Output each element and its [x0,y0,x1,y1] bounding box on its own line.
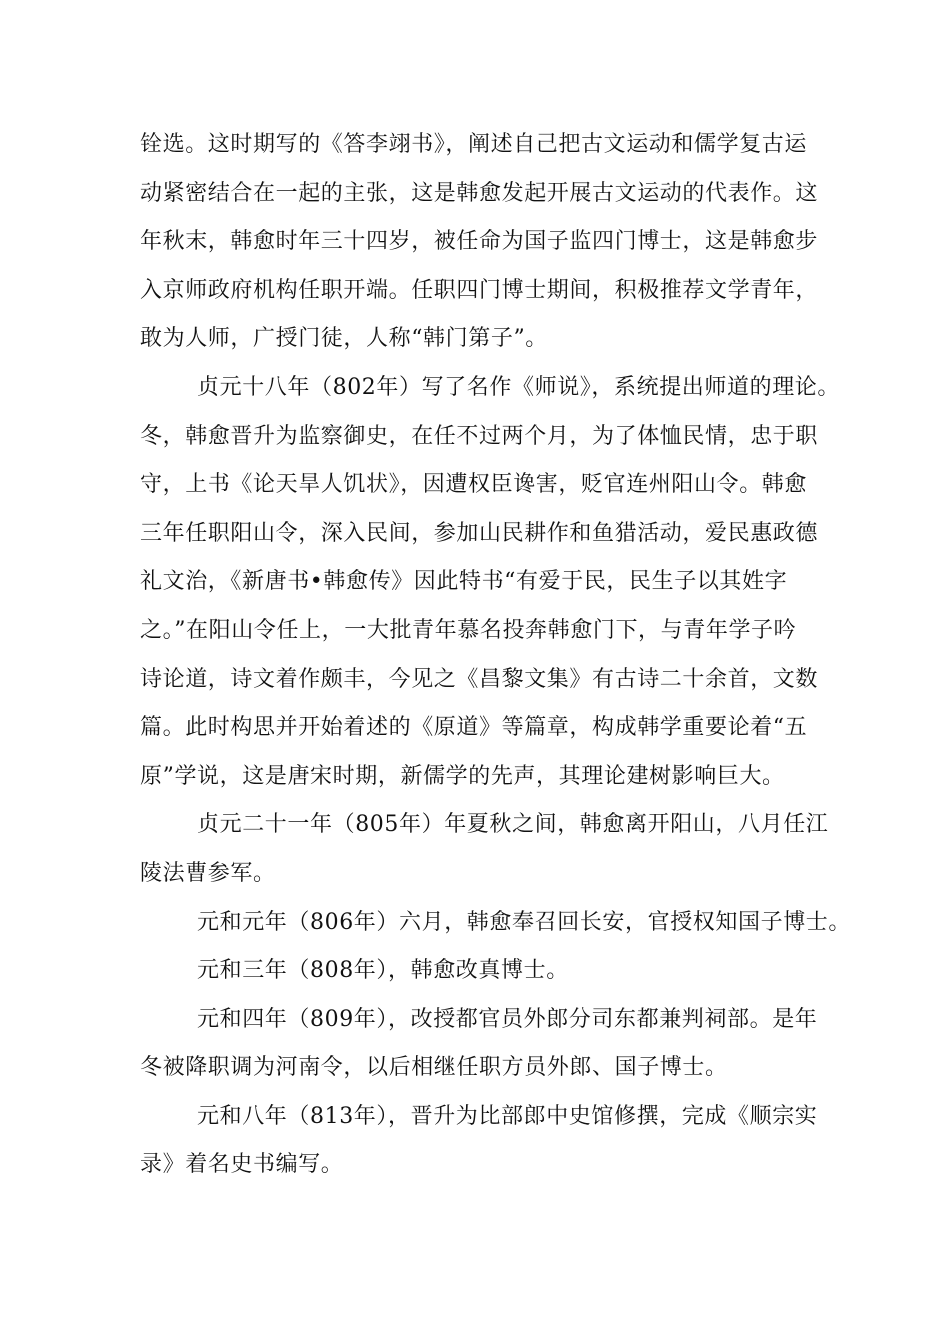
text-line: 三年任职阳山令，深入民间，参加山民耕作和鱼猎活动，爱民惠政德 [140,520,819,546]
paragraph-8 [140,1093,830,1190]
text-line: 动紧密结合在一起的主张，这是韩愈发起开展古文运动的代表作。这 [140,180,819,206]
paragraph-4 [140,899,851,948]
text-line: 录》着名史书编写。 [140,1152,344,1178]
text-line: 贞元十八年（802年）写了名作《师说》，系统提出师道的理论。 [197,374,840,400]
text-line: 铨选。这时期写的《答李翊书》，阐述自己把古文运动和儒学复古运 [140,132,808,157]
text-line: 年秋末，韩愈时年三十四岁，被任命为国子监四门博士，这是韩愈步 [140,229,819,255]
paragraph-6 [140,996,830,1045]
text-line: 之。”在阳山令任上，一大批青年慕名投奔韩愈门下，与青年学子吟 [140,617,797,643]
document-body [140,121,851,1190]
text-line: 陵法曹参军。 [140,860,276,886]
text-line: 冬被降职调为河南令，以后相继任职方员外郎、国子博士。 [140,1055,728,1081]
text-line: 冬，韩愈晋升为监察御史，在任不过两个月，为了体恤民情，忠于职 [140,423,819,449]
text-line: 原”学说，这是唐宋时期，新儒学的先声，其理论建树影响巨大。 [140,763,785,789]
text-line: 元和八年（813年），晋升为比部郎中史馆修撰，完成《顺宗实 [197,1103,818,1129]
text-line: 敢为人师，广授门徒，人称“韩门第子”。 [140,326,548,352]
text-line: 诗论道，诗文着作颇丰，今见之《昌黎文集》有古诗二十余首，文数 [140,666,819,692]
text-line: 元和三年（808年），韩愈改真博士。 [197,958,569,984]
text-line: 篇。此时构思并开始着述的《原道》等篇章，构成韩学重要论着“五 [140,715,808,741]
paragraph-5 [140,947,830,996]
text-line: 入京师政府机构任职开端。任职四门博士期间，积极推荐文学青年， [140,277,819,303]
text-line: 元和元年（806年）六月，韩愈奉召回长安，官授权知国子博士。 [197,909,851,935]
text-line: 元和四年（809年），改授都官员外郎分司东都兼判祠部。是年 [197,1006,818,1032]
paragraph-2 [140,364,840,801]
paragraph-7 [140,1044,830,1093]
paragraph-3 [140,801,830,898]
text-line: 礼文治，《新唐书•韩愈传》因此特书“有爱于民，民生子以其姓字 [140,569,788,595]
text-line: 守，上书《论天旱人饥状》，因遭权臣谗害，贬官连州阳山令。韩愈 [140,472,808,498]
text-line: 贞元二十一年（805年）年夏秋之间，韩愈离开阳山，八月任江 [197,812,829,838]
paragraph-1 [140,121,830,364]
